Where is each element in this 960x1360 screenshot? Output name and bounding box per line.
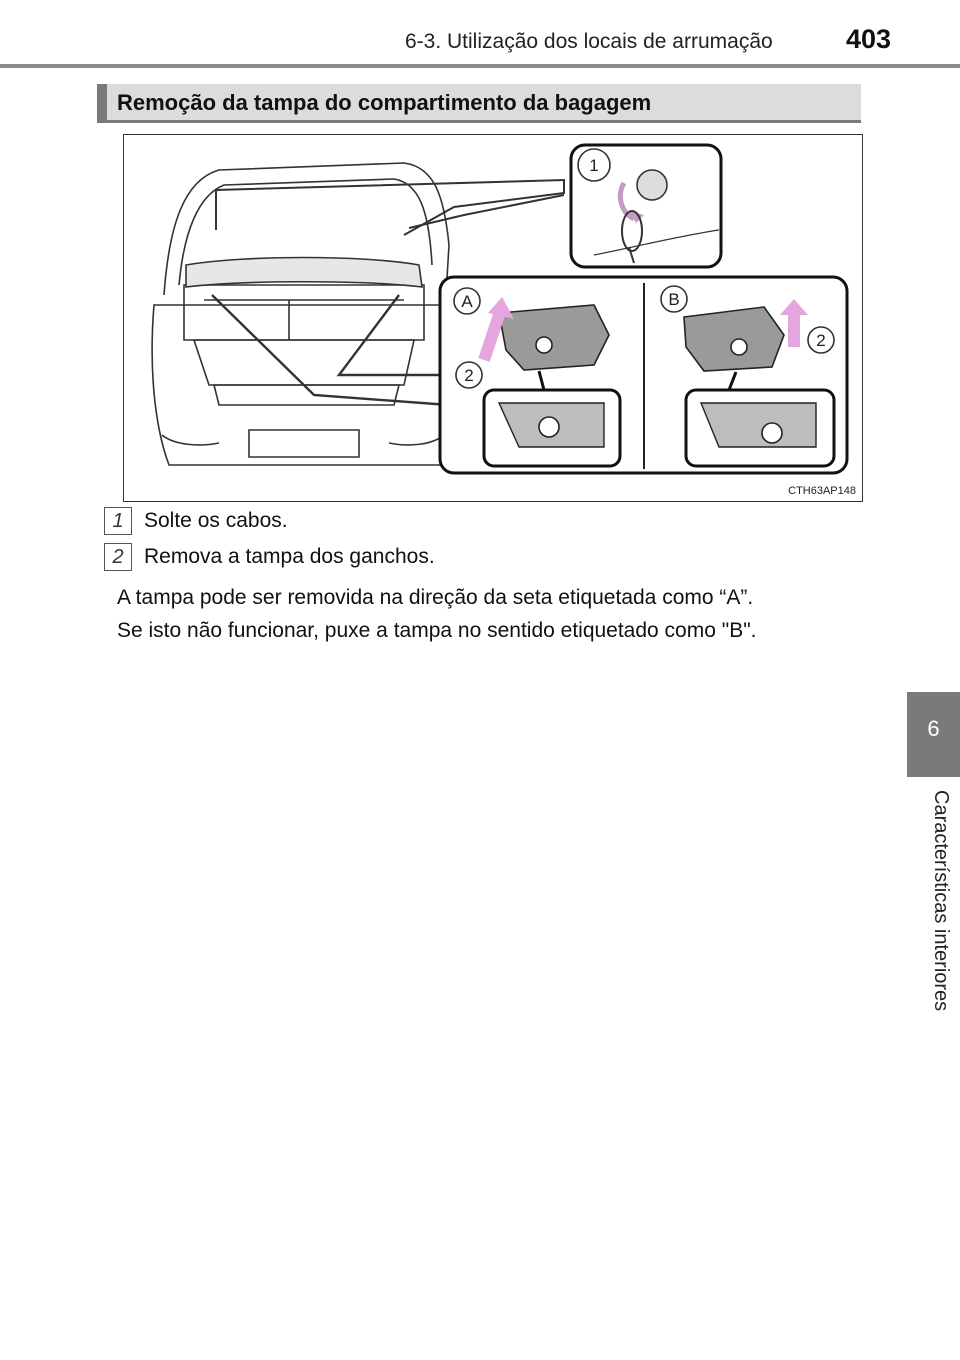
section-heading-bar: [97, 84, 861, 123]
step-1-badge: 1: [104, 507, 132, 535]
header-rule: [0, 64, 960, 68]
page-number: 403: [846, 24, 892, 54]
step-1: [104, 507, 288, 535]
step-1-text: Solte os cabos.: [144, 509, 288, 532]
step-2-badge: 2: [104, 543, 132, 571]
callout-1-label: 1: [589, 156, 599, 175]
step-2-text: Remova a tampa dos ganchos.: [144, 545, 435, 568]
illustration-figure: [123, 134, 863, 502]
callout-b-label: B: [668, 290, 680, 309]
header-section-title: 6-3. Utilização dos locais de arrumação: [405, 30, 773, 53]
callout-a-label: A: [461, 292, 473, 311]
step-2: [104, 543, 435, 571]
cargo-cover-illustration: [124, 135, 862, 501]
chapter-tab[interactable]: [907, 692, 960, 777]
chapter-number: 6: [927, 716, 940, 741]
figure-code: CTH63AP148: [788, 485, 856, 497]
note-line-1: A tampa pode ser removida na direção da seta etiquetada como “A”.: [117, 586, 754, 609]
section-title: Remoção da tampa do compartimento da bagagem: [117, 90, 652, 115]
section-bar-accent: [97, 84, 107, 123]
callout-2b-label: 2: [816, 331, 826, 350]
note-line-2: Se isto não funcionar, puxe a tampa no sentido etiquetado como "B".: [117, 619, 757, 642]
page-header: [0, 0, 960, 70]
inset-hook-removal: [440, 277, 847, 473]
callout-2a-label: 2: [464, 366, 474, 385]
chapter-title: Características interiores: [930, 790, 952, 1012]
